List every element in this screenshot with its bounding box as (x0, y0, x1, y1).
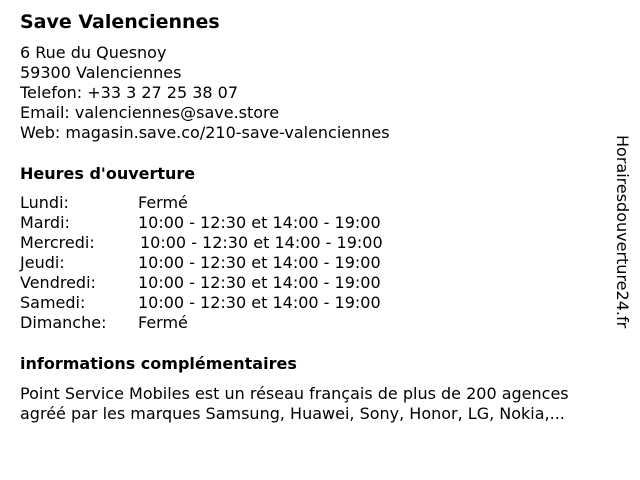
hours-time: 10:00 - 12:30 et 14:00 - 19:00 (138, 293, 381, 312)
store-phone: Telefon: +33 3 27 25 38 07 (20, 83, 239, 102)
store-website: Web: magasin.save.co/210-save-valenciennes (20, 123, 390, 142)
hours-day: Mardi: (20, 213, 70, 232)
hours-time: Fermé (138, 193, 188, 212)
hours-time: Fermé (138, 313, 188, 332)
hours-day: Mercredi: (20, 233, 95, 252)
opening-hours-heading: Heures d'ouverture (20, 164, 196, 183)
site-watermark: Horairesdouverture24.fr (613, 135, 632, 329)
address-city: 59300 Valenciennes (20, 63, 182, 82)
info-line: agréé par les marques Samsung, Huawei, Sony, Honor, LG, Nokia,... (20, 404, 565, 423)
hours-time: 10:00 - 12:30 et 14:00 - 19:00 (138, 213, 381, 232)
store-name: Save Valenciennes (20, 11, 220, 33)
store-email: Email: valenciennes@save.store (20, 103, 280, 122)
hours-day: Lundi: (20, 193, 69, 212)
additional-info-heading: informations complémentaires (20, 354, 297, 373)
hours-time: 10:00 - 12:30 et 14:00 - 19:00 (140, 233, 383, 252)
hours-time: 10:00 - 12:30 et 14:00 - 19:00 (138, 273, 381, 292)
hours-time: 10:00 - 12:30 et 14:00 - 19:00 (138, 253, 381, 272)
hours-day: Vendredi: (20, 273, 96, 292)
additional-info-text (20, 384, 569, 424)
store-address-block (20, 43, 390, 143)
address-street: 6 Rue du Quesnoy (20, 43, 167, 62)
hours-day: Samedi: (20, 293, 86, 312)
hours-day: Dimanche: (20, 313, 107, 332)
info-line: Point Service Mobiles est un réseau français de plus de 200 agences (20, 384, 569, 403)
hours-day: Jeudi: (20, 253, 65, 272)
